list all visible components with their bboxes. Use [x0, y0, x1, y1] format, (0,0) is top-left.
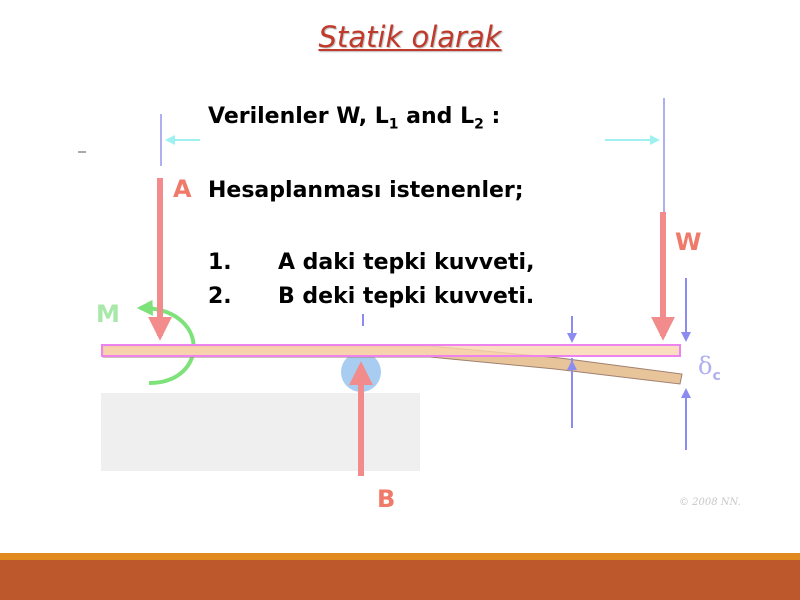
label-m: M [96, 300, 120, 328]
given-sub-1: 1 [388, 116, 399, 133]
delta-subscript: c [712, 367, 721, 384]
list-item [208, 284, 534, 309]
given-line [208, 104, 500, 132]
label-b: B [377, 485, 396, 513]
label-w: W [675, 228, 702, 256]
footer-band-orange [0, 553, 800, 560]
slide-title: Statik olarak [318, 20, 502, 54]
delta-symbol: δ [698, 352, 713, 380]
list-item [208, 250, 534, 275]
list-item-text: A daki tepki kuvveti, [278, 250, 535, 275]
list-item-text: B deki tepki kuvveti. [278, 284, 535, 309]
list-item-number: 1. [208, 250, 232, 275]
ground-block [101, 393, 420, 471]
given-sub-2: 2 [474, 116, 484, 133]
list-item-number: 2. [208, 284, 232, 309]
given-suffix: : [483, 104, 501, 129]
given-mid: and L [398, 104, 475, 129]
label-a: A [173, 175, 192, 203]
given-prefix: Verilenler W, L [208, 104, 389, 129]
footer-band-rust [0, 560, 800, 600]
label-delta-c [698, 352, 721, 384]
required-heading: Hesaplanması istenenler; [208, 178, 524, 203]
copyright-text: © 2008 NN. [679, 497, 741, 508]
beam [102, 345, 680, 356]
